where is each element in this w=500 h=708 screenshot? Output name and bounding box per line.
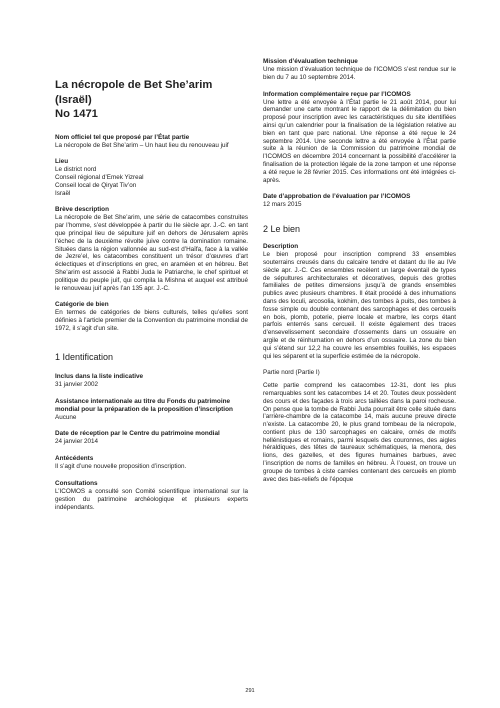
block-heading: Consultations xyxy=(55,480,98,488)
title-line: La nécropole de Bet She’arim xyxy=(55,79,213,91)
block-heading: Mission d’évaluation technique xyxy=(263,58,358,65)
block-heading: Inclus dans la liste indicative xyxy=(55,372,144,380)
section-heading: 1 Identification xyxy=(55,351,114,362)
block-text: Il s’agit d’une nouvelle proposition d’inscription. xyxy=(55,463,187,471)
block-heading: Assistance internationale au titre du Fonds du patrimoine mondial pour la préparation de la proposition d’inscription xyxy=(55,397,233,413)
block-heading: Description xyxy=(263,243,299,251)
block-text: Le district nord Conseil régional d’Emek Yizreal Conseil local de Qiryat Tiv’on Israël xyxy=(55,166,144,197)
subsection-heading: Partie nord (Partie I) xyxy=(263,369,320,377)
section-heading: 2 Le bien xyxy=(263,224,301,235)
brief-description-block xyxy=(55,206,248,292)
block-text: 24 janvier 2014 xyxy=(55,438,99,446)
block-heading: Date d’approbation de l’évaluation par l’ICOMOS xyxy=(263,193,411,201)
block-heading: Nom officiel tel que proposé par l’État partie xyxy=(55,133,190,141)
block-text: 31 janvier 2002 xyxy=(55,380,99,388)
property-title xyxy=(55,78,248,122)
block-text: Une lettre a été envoyée à l’État partie le 21 août 2014, pour lui demander une carte montrant le rapport de la délimitation du bien proposé pour inscription avec les caractéristiques du site identifiées ainsi qu’un calendrier pour la finalisation de la législation relative au bien en tant que parc national. Une réponse a été reçue le 24 septembre 2014. Une seconde lettre a été envoyée à l’État partie suite à la réunion de la Commission du patrimoine mondial de l’ICOMOS en décembre 2014 concernant la possibilité d’accélérer la finalisation de la protection légale de la zone tampon et une réponse a été reçue le 28 février 2015. Ces informations ont été intégrées ci-après. xyxy=(263,98,456,184)
additional-info-block xyxy=(263,91,456,185)
mission-block xyxy=(263,58,456,82)
page-number: 291 xyxy=(245,688,255,694)
block-heading: Information complémentaire reçue par l’ICOMOS xyxy=(263,90,411,98)
tentative-list-block xyxy=(55,373,248,389)
block-text: Une mission d’évaluation technique de l’ICOMOS s’est rendue sur le bien du 7 au 10 septembre 2014. xyxy=(263,66,456,81)
category-block xyxy=(55,301,248,332)
block-text: La nécropole de Bet She’arim, une série de catacombes construites par l’homme, s’est développée à partir du IIe siècle apr. J.-C. en tant que principal lieu de sépulture juif en dehors de Jérusalem après l’échec de la deuxième révolte juive contre la domination romaine. Situées dans la région vallonnée au sud-est d’Haïfa, face à la vallée de Jezre’el, les catacombes constituent un trésor d’œuvres d’art éclectiques et d’inscriptions en grec, en araméen et en hébreu. Bet She’arim est associé à Rabbi Juda le Patriarche, le chef spirituel et politique du peuple juif, qui compila la Mishna et auquel est attribué le renouveau juif après l’an 135 apr. J.-C. xyxy=(55,214,248,292)
approval-date-block xyxy=(263,193,456,209)
official-name-block xyxy=(55,134,248,150)
assistance-block xyxy=(55,398,248,422)
block-text: La nécropole de Bet She’arim – Un haut lieu du renouveau juif xyxy=(55,141,229,149)
north-part-block xyxy=(263,369,456,483)
block-text: En termes de catégories de biens culturels, telles qu’elles sont définies à l’article premier de la Convention du patrimoine mondial de 1972, il s’agit d’un site. xyxy=(55,309,248,333)
block-text: L’ICOMOS a consulté son Comité scientifique international sur la gestion du patrimoine archéologique et plusieurs experts indépendants. xyxy=(55,488,248,511)
block-heading: Lieu xyxy=(55,158,69,166)
block-text: Le bien proposé pour inscription comprend 33 ensembles souterrains creusés dans du calcaire tendre et datant du IIe au IVe siècle apr. J.-C. Ces ensembles recèlent un large éventail de types de sépultures architecturales et décoratives, depuis des grottes familiales de petites dimensions jusqu’à de grands ensembles publics avec plusieurs chambres. Il était procédé à des inhumations dans des loculi, arcosolia, kokhim, des tombes à puits, des tombes à fosse simple ou double contenant des sarcophages et des cercueils en bois, plomb, poterie, pierre locale et marbre, les corps étant parfois enterrés sans cercueil. Il existe également des traces d’ensevelissement secondaire d’ossements dans un ossuaire en argile et de réinhumation en dehors d’un ossuaire. La zone du bien qui s’étend sur 12,2 ha couvre les ensembles fouillés, les espaces qui les séparent et la superficie estimée de la nécropole. xyxy=(263,251,456,360)
block-text: Cette partie comprend les catacombes 12-31, dont les plus remarquables sont les catacombes 14 et 20. Toutes deux possèdent des cours et des façades à trois arcs taillées dans la paroi rocheuse. On pense que la tombe de Rabbi Juda pourrait être celle située dans l’arrière-chambre de la catacombe 14, mais aucune preuve directe n’existe. La catacombe 20, le plus grand tombeau de la nécropole, contient plus de 130 sarcophages en calcaire, ornés de motifs hellénistiques et romains, parmi lesquels des couronnes, des aigles héraldiques, des têtes de taureaux schématiques, la menora, des lions, des gazelles, et des figures humaines barbues, avec l’inscription de noms de familles en hébreu. À l’ouest, on trouve un groupe de tombes à ciste carrées contenant des cercueils en plomb avec des bas-reliefs de l’époque xyxy=(263,382,456,483)
block-text: Aucune xyxy=(55,413,77,421)
block-heading: Antécédents xyxy=(55,455,94,463)
title-number: No 1471 xyxy=(55,108,98,120)
left-column xyxy=(55,58,248,520)
block-heading: Brève description xyxy=(55,206,109,214)
location-block xyxy=(55,158,248,197)
reception-date-block xyxy=(55,430,248,446)
consultations-block xyxy=(55,480,248,511)
background-block xyxy=(55,455,248,471)
block-heading: Date de réception par le Centre du patrimoine mondial xyxy=(55,430,220,438)
title-line: (Israël) xyxy=(55,93,92,106)
block-heading: Catégorie de bien xyxy=(55,301,109,309)
description-block xyxy=(263,243,456,360)
block-text: 12 mars 2015 xyxy=(263,201,302,209)
right-column xyxy=(263,58,456,492)
